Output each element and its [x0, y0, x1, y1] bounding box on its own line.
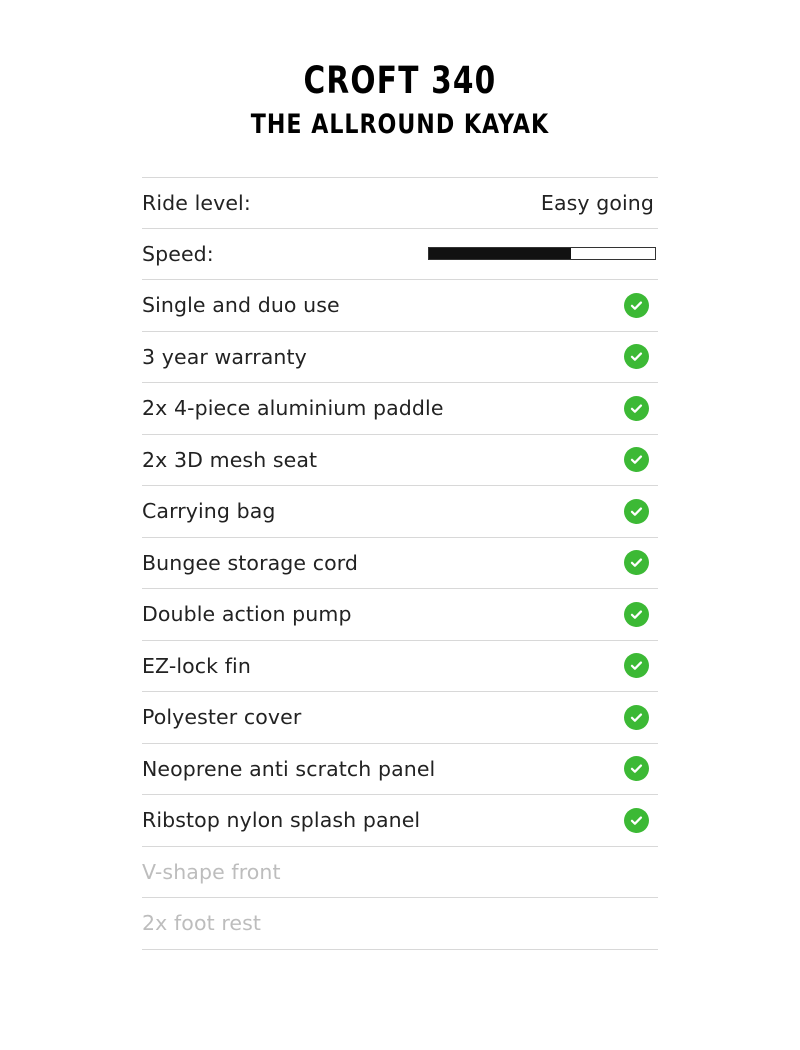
- check-icon: [624, 499, 649, 524]
- spec-row: [142, 332, 658, 384]
- spec-row: [142, 641, 658, 693]
- spec-row-label: V-shape front: [142, 859, 281, 884]
- spec-row-value: [618, 447, 658, 472]
- spec-row-value: [618, 499, 658, 524]
- spec-row-label: Neoprene anti scratch panel: [142, 756, 436, 781]
- check-icon: [624, 756, 649, 781]
- spec-row-label: Speed:: [142, 241, 214, 266]
- spec-table: [142, 177, 658, 950]
- spec-row-label: Ribstop nylon splash panel: [142, 808, 421, 833]
- check-icon: [624, 653, 649, 678]
- spec-row: [142, 229, 658, 281]
- speed-meter: [428, 247, 656, 260]
- spec-row-value: [541, 191, 658, 215]
- spec-row-label: 2x 3D mesh seat: [142, 447, 318, 472]
- check-icon: [624, 293, 649, 318]
- spec-row-label: 3 year warranty: [142, 344, 307, 369]
- spec-row-value: [618, 396, 658, 421]
- spec-row-label: Ride level:: [142, 190, 251, 215]
- spec-row: [142, 486, 658, 538]
- spec-row: [142, 435, 658, 487]
- check-icon: [624, 602, 649, 627]
- spec-row-label: 2x foot rest: [142, 911, 262, 936]
- spec-row-label: Polyester cover: [142, 705, 302, 730]
- check-icon: [624, 808, 649, 833]
- spec-row-value-text: Easy going: [540, 190, 654, 215]
- spec-row-label: Carrying bag: [142, 499, 276, 524]
- spec-row: [142, 692, 658, 744]
- page-subtitle: THE ALLROUND KAYAK: [250, 108, 550, 140]
- spec-row-label: Single and duo use: [142, 293, 340, 318]
- check-icon: [624, 705, 649, 730]
- check-icon: [624, 396, 649, 421]
- spec-row-label: Bungee storage cord: [142, 550, 358, 575]
- spec-row: [142, 898, 658, 950]
- spec-row-value: [618, 550, 658, 575]
- page-header: [0, 0, 800, 139]
- check-icon: [624, 550, 649, 575]
- speed-meter-fill: [429, 248, 571, 259]
- spec-row: [142, 589, 658, 641]
- check-icon: [624, 447, 649, 472]
- spec-row: [142, 847, 658, 899]
- spec-row: [142, 280, 658, 332]
- spec-row: [142, 744, 658, 796]
- spec-row-value: [618, 344, 658, 369]
- spec-row: [142, 177, 658, 229]
- spec-row-value: [618, 756, 658, 781]
- spec-row-value: [618, 653, 658, 678]
- spec-row: [142, 538, 658, 590]
- spec-row-value: [618, 293, 658, 318]
- check-icon: [624, 344, 649, 369]
- spec-row-value: [618, 808, 658, 833]
- page-title: CROFT 340: [303, 59, 497, 102]
- spec-row-label: Double action pump: [142, 602, 352, 627]
- spec-row-value: [618, 705, 658, 730]
- spec-row: [142, 795, 658, 847]
- spec-row: [142, 383, 658, 435]
- spec-row-label: EZ-lock fin: [142, 653, 251, 678]
- spec-row-value: [618, 602, 658, 627]
- spec-row-value: [428, 247, 658, 260]
- spec-row-label: 2x 4-piece aluminium paddle: [142, 396, 444, 421]
